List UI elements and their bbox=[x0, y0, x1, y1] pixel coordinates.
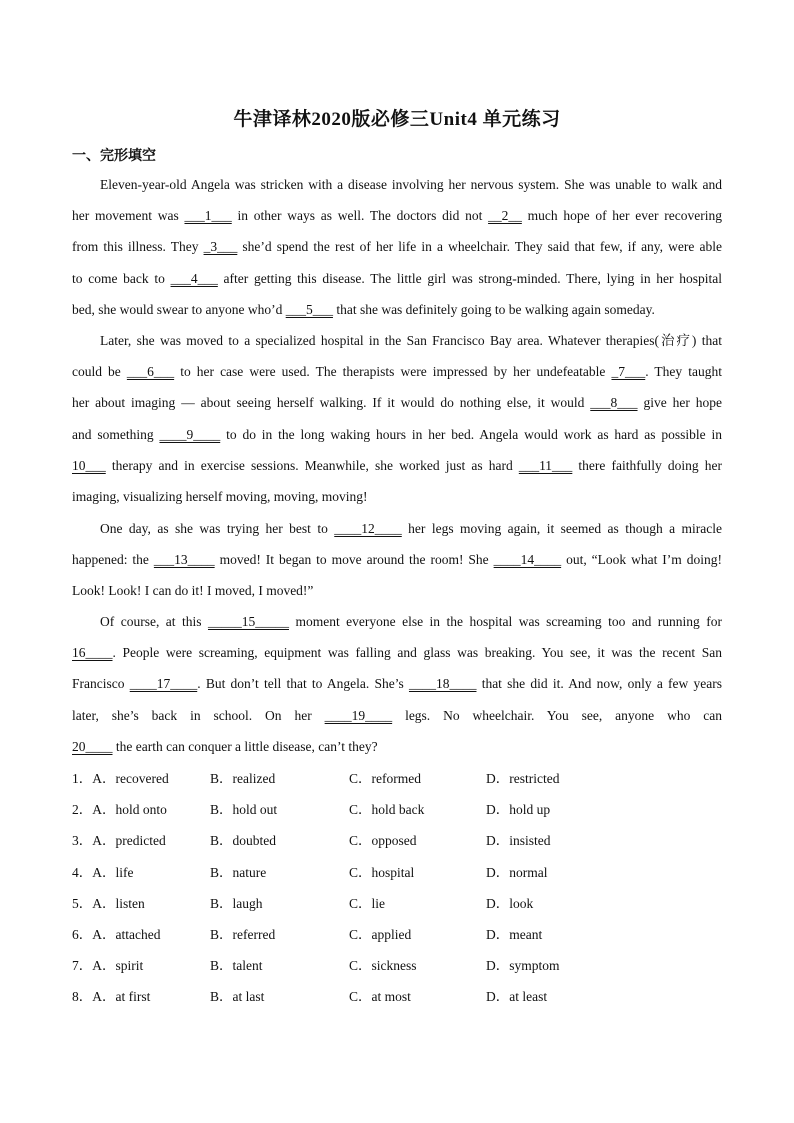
passage-text: after getting this disease. The little girl was strong-minded. There, lying in her hospital bbox=[217, 270, 722, 286]
passage-text: could be bbox=[72, 364, 127, 380]
option-d[interactable]: D．symptom bbox=[486, 958, 560, 974]
option-b[interactable]: B．realized bbox=[210, 771, 276, 786]
passage-text: the earth can conquer a little disease, can’t they? bbox=[112, 738, 378, 754]
question-number: 1． bbox=[72, 771, 93, 786]
option-a-text: A．hold onto bbox=[92, 802, 167, 818]
blank-field[interactable]: ____14____ bbox=[493, 552, 562, 568]
option-a[interactable] bbox=[72, 981, 150, 1012]
passage-text: much hope of her ever recovering bbox=[521, 208, 722, 224]
passage-text: moment everyone else in the hospital was screaming too and running for bbox=[288, 614, 722, 629]
option-b[interactable]: B．doubted bbox=[210, 833, 276, 849]
passage-text: that she did it. And now, only a few years bbox=[476, 676, 722, 692]
blank-field[interactable]: _3___ bbox=[203, 239, 238, 255]
blank-field[interactable]: ___13____ bbox=[153, 552, 215, 568]
question-number: 4． bbox=[72, 864, 93, 880]
passage-line bbox=[72, 481, 722, 512]
passage-text: Eleven-year-old Angela was stricken with a disease involving her nervous system. She was unable to walk and bbox=[100, 177, 722, 192]
passage-text: to do in the long waking hours in her bed. Angela would work as hard as possible in bbox=[220, 426, 722, 442]
option-c[interactable]: C．hospital bbox=[349, 864, 415, 880]
option-row bbox=[72, 825, 722, 856]
option-row bbox=[72, 794, 722, 825]
option-b[interactable]: B．laugh bbox=[210, 895, 263, 911]
passage-text: moved! It began to move around the room! She bbox=[214, 552, 494, 568]
blank-field[interactable]: 10___ bbox=[72, 457, 106, 473]
option-c[interactable]: C．reformed bbox=[349, 771, 421, 786]
passage-text: imaging, visualizing herself moving, moving, moving! bbox=[72, 488, 368, 504]
question-number: 3． bbox=[72, 833, 93, 849]
passage-line bbox=[72, 356, 722, 387]
passage-text: legs. No wheelchair. You see, anyone who can bbox=[392, 707, 722, 723]
passage-line bbox=[72, 263, 722, 294]
blank-field[interactable]: ____12____ bbox=[334, 521, 402, 536]
passage-text: later, she’s back in school. On her bbox=[72, 707, 325, 723]
option-c[interactable]: C．at most bbox=[349, 989, 411, 1005]
option-b[interactable]: B．talent bbox=[210, 958, 263, 974]
option-row bbox=[72, 919, 722, 950]
option-a[interactable] bbox=[72, 857, 134, 888]
option-c[interactable]: C．hold back bbox=[349, 802, 425, 818]
option-d[interactable]: D．meant bbox=[486, 926, 543, 942]
passage-text: in other ways as well. The doctors did not bbox=[231, 208, 489, 224]
passage-line bbox=[72, 231, 722, 262]
question-number: 5． bbox=[72, 895, 93, 911]
passage-line bbox=[72, 325, 722, 356]
passage-line bbox=[72, 513, 722, 544]
option-a-text: A．recovered bbox=[92, 771, 169, 786]
blank-field[interactable]: ___5___ bbox=[285, 301, 333, 317]
passage-text: Look! Look! I can do it! I moved, I moved!” bbox=[72, 583, 314, 599]
passage-text: her legs moving again, it seemed as though a miracle bbox=[401, 521, 722, 536]
blank-field[interactable]: _7___ bbox=[611, 364, 646, 380]
option-row bbox=[72, 763, 722, 794]
passage-text: . People were screaming, equipment was falling and glass was breaking. You see, it was the recent San bbox=[112, 645, 722, 661]
passage-line bbox=[72, 419, 722, 450]
answer-options bbox=[72, 763, 722, 1013]
passage-line bbox=[72, 700, 722, 731]
blank-field[interactable]: ____19____ bbox=[324, 707, 393, 723]
option-a-text: A．at first bbox=[92, 989, 151, 1005]
blank-field[interactable]: ____17____ bbox=[129, 676, 198, 692]
passage-text: One day, as she was trying her best to bbox=[100, 521, 335, 536]
passage-paragraph-3 bbox=[72, 513, 722, 607]
option-c[interactable]: C．opposed bbox=[349, 833, 417, 849]
option-b[interactable]: B．referred bbox=[210, 926, 276, 942]
passage-line bbox=[72, 731, 722, 762]
blank-field[interactable]: _____15_____ bbox=[207, 614, 289, 629]
blank-field[interactable]: ____18____ bbox=[408, 676, 477, 692]
option-a-text: A．listen bbox=[92, 895, 145, 911]
passage-text: her about imaging — about seeing herself walking. If it would do nothing else, it would bbox=[72, 395, 591, 411]
option-a[interactable] bbox=[72, 888, 145, 919]
passage-text: give her hope bbox=[637, 395, 722, 411]
blank-field[interactable]: ___4___ bbox=[170, 270, 218, 286]
option-d[interactable]: D．look bbox=[486, 895, 534, 911]
option-b[interactable]: B．hold out bbox=[210, 802, 278, 818]
passage-paragraph-1 bbox=[72, 169, 722, 325]
passage-text: her movement was bbox=[72, 208, 185, 224]
passage-paragraph-2 bbox=[72, 325, 722, 512]
option-a[interactable] bbox=[72, 763, 169, 794]
passage-text: she’d spend the rest of her life in a wheelchair. They said that few, if any, were able bbox=[237, 239, 722, 255]
passage-line bbox=[72, 294, 722, 325]
option-row bbox=[72, 981, 722, 1012]
option-a-text: A．predicted bbox=[92, 833, 166, 849]
blank-field[interactable]: ___1___ bbox=[184, 208, 232, 224]
passage-text: there faithfully doing her bbox=[572, 457, 722, 473]
blank-field[interactable]: 20____ bbox=[72, 738, 113, 754]
option-a[interactable] bbox=[72, 794, 167, 825]
passage-line bbox=[72, 575, 722, 606]
blank-field[interactable]: ____9____ bbox=[159, 426, 221, 442]
passage-paragraph-4 bbox=[72, 606, 722, 762]
option-c[interactable]: C．sickness bbox=[349, 958, 417, 974]
passage-line bbox=[72, 544, 722, 575]
option-d[interactable]: D．at least bbox=[486, 989, 548, 1005]
option-b[interactable]: B．nature bbox=[210, 864, 267, 880]
blank-field[interactable]: ___6___ bbox=[126, 364, 175, 380]
option-a[interactable] bbox=[72, 825, 166, 856]
passage-line bbox=[72, 169, 722, 200]
option-row bbox=[72, 888, 722, 919]
question-number: 7． bbox=[72, 958, 93, 974]
option-row bbox=[72, 950, 722, 981]
passage-line bbox=[72, 606, 722, 637]
option-a[interactable] bbox=[72, 919, 160, 950]
passage-text: happened: the bbox=[72, 552, 154, 568]
passage-text: out, “Look what I’m doing! bbox=[561, 552, 722, 568]
blank-field[interactable]: __2__ bbox=[488, 208, 522, 224]
option-d[interactable]: D．hold up bbox=[486, 802, 551, 818]
option-c[interactable]: C．applied bbox=[349, 926, 412, 942]
option-d[interactable]: D．normal bbox=[486, 864, 548, 880]
option-a-text: A．life bbox=[92, 864, 134, 880]
passage-line bbox=[72, 668, 722, 699]
option-b[interactable]: B．at last bbox=[210, 989, 265, 1005]
option-a-text: A．spirit bbox=[92, 958, 144, 974]
option-c[interactable]: C．lie bbox=[349, 895, 385, 911]
question-number: 6． bbox=[72, 926, 93, 942]
blank-field[interactable]: ___11___ bbox=[518, 457, 573, 473]
option-d[interactable]: D．restricted bbox=[486, 771, 560, 786]
passage-text: Later, she was moved to a specialized hospital in the San Francisco Bay area. Whatever therapies(治疗) that bbox=[100, 333, 722, 348]
blank-field[interactable]: 16____ bbox=[72, 645, 113, 661]
option-row bbox=[72, 857, 722, 888]
passage-text: from this illness. They bbox=[72, 239, 204, 255]
passage-text: and something bbox=[72, 426, 160, 442]
passage-text: . But don’t tell that to Angela. She’s bbox=[197, 676, 409, 692]
passage-text: therapy and in exercise sessions. Meanwhile, she worked just as hard bbox=[105, 457, 519, 473]
blank-field[interactable]: ___8___ bbox=[590, 395, 638, 411]
passage-text: Francisco bbox=[72, 676, 130, 692]
passage-text: Of course, at this bbox=[100, 614, 208, 629]
question-number: 8． bbox=[72, 989, 93, 1005]
passage-line bbox=[72, 637, 722, 668]
section-heading: 一、完形填空 bbox=[72, 149, 156, 164]
question-number: 2． bbox=[72, 802, 93, 818]
passage-line bbox=[72, 387, 722, 418]
option-a-text: A．attached bbox=[92, 926, 161, 942]
option-d[interactable]: D．insisted bbox=[486, 833, 551, 849]
passage-text: to come back to bbox=[72, 270, 171, 286]
passage-text: that she was definitely going to be walking again someday. bbox=[332, 301, 655, 317]
passage-text: . They taught bbox=[645, 364, 722, 380]
passage-text: to her case were used. The therapists were impressed by her undefeatable bbox=[174, 364, 612, 380]
option-a[interactable] bbox=[72, 950, 143, 981]
passage-line bbox=[72, 200, 722, 231]
page-title: 牛津译林2020版必修三Unit4 单元练习 bbox=[233, 109, 561, 130]
passage-line bbox=[72, 450, 722, 481]
passage-text: bed, she would swear to anyone who’d bbox=[72, 301, 286, 317]
